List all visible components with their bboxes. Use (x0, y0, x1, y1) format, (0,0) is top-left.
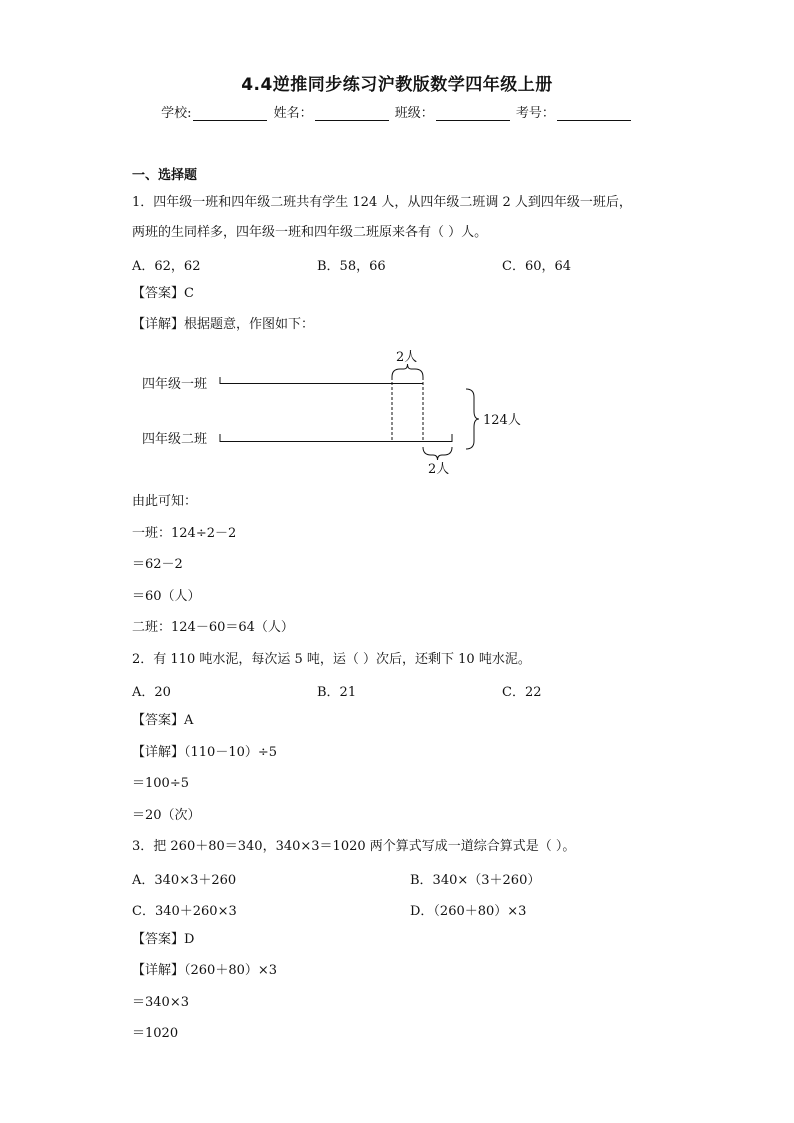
student-info-row (0, 102, 794, 121)
q3-stem: 3．把 260＋80＝340，340×3＝1020 两个算式写成一道综合算式是（ ）。 (132, 839, 576, 854)
number-label: 考号： (515, 106, 555, 121)
number-blank[interactable] (557, 106, 631, 121)
q2-solution-line1: ＝100÷5 (132, 776, 189, 791)
q3-solution-line2: ＝1020 (132, 1026, 179, 1041)
bottom-brace (423, 447, 452, 460)
school-blank[interactable] (193, 106, 267, 121)
q1-detail: 【详解】根据题意，作图如下： (132, 317, 315, 332)
q2-option-a: A．20 (132, 685, 171, 700)
name-label: 姓名： (273, 106, 313, 121)
q1-solution-line4: ＝60（人） (132, 589, 201, 604)
top-brace-label: 2人 (396, 350, 418, 365)
q3-option-b: B．340×（3＋260） (410, 873, 541, 888)
q2-detail: 【详解】（110－10）÷5 (132, 745, 278, 760)
q3-option-c: C．340＋260×3 (132, 904, 237, 919)
q1-option-a: A．62，62 (132, 259, 201, 274)
q3-option-a: A．340×3＋260 (132, 873, 237, 888)
q2-option-b: B．21 (317, 685, 357, 700)
q1-stem-line2: 两班的生同样多，四年级一班和四年级二班原来各有（ ）人。 (132, 225, 488, 240)
top-brace (392, 364, 423, 377)
q3-option-d: D．（260＋80）×3 (410, 904, 527, 919)
school-label: 学校: (161, 106, 192, 121)
q1-solution-line5: 二班：124－60＝64（人） (132, 620, 294, 635)
q1-solution-line3: ＝62－2 (132, 557, 183, 572)
q1-stem-line1: 1．四年级一班和四年级二班共有学生 124 人，从四年级二班调 2 人到四年级一班后， (132, 195, 632, 210)
diagram-label-class2: 四年级二班 (142, 432, 208, 447)
q1-option-c: C．60，64 (502, 259, 572, 274)
name-blank[interactable] (315, 106, 389, 121)
diagram-label-class1: 四年级一班 (142, 377, 208, 392)
section-heading: 一、选择题 (132, 168, 198, 183)
q1-option-b: B．58，66 (317, 259, 386, 274)
q3-solution-line1: ＝340×3 (132, 995, 189, 1010)
q1-answer: 【答案】C (132, 286, 194, 301)
total-brace (466, 389, 479, 449)
q2-answer: 【答案】A (132, 713, 194, 728)
q2-option-c: C．22 (502, 685, 542, 700)
class-blank[interactable] (436, 106, 510, 121)
q2-stem: 2．有 110 吨水泥，每次运 5 吨，运（ ）次后，还剩下 10 吨水泥。 (132, 652, 531, 667)
q1-solution-line1: 由此可知： (132, 494, 198, 509)
q2-solution-line2: ＝20（次） (132, 808, 201, 823)
line-segment-diagram (0, 340, 794, 480)
total-brace-label: 124人 (483, 413, 521, 428)
class-label: 班级： (394, 106, 434, 121)
q3-detail: 【详解】（260＋80）×3 (132, 963, 278, 978)
q1-solution-line2: 一班：124÷2－2 (132, 526, 237, 541)
document-title: 4.4逆推同步练习沪教版数学四年级上册 (241, 75, 553, 95)
q3-answer: 【答案】D (132, 932, 195, 947)
bottom-brace-label: 2人 (428, 462, 450, 477)
